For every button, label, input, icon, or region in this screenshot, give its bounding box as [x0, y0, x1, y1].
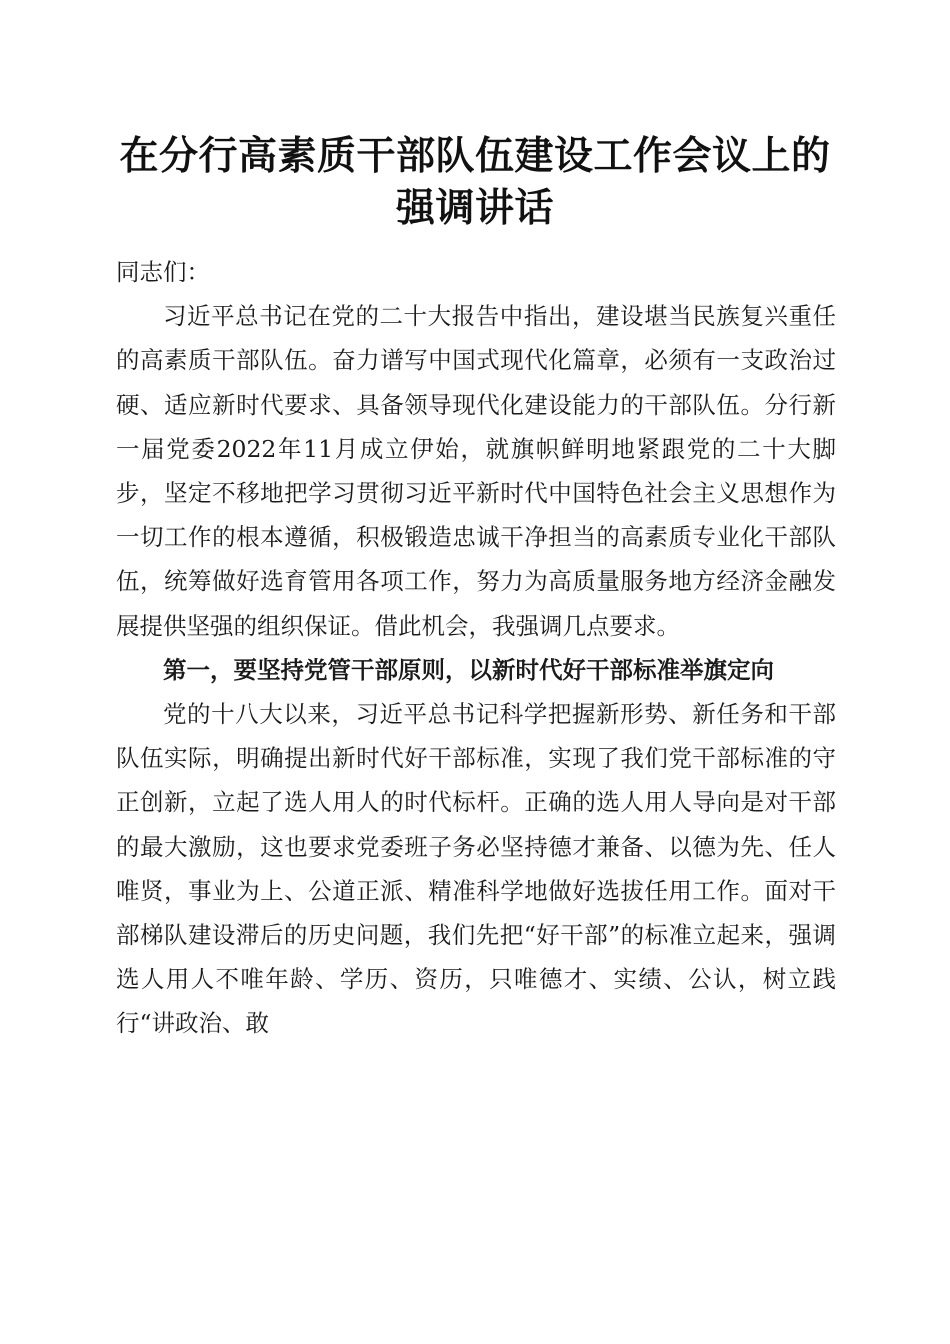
document-title: 在分行高素质干部队伍建设工作会议上的强调讲话	[119, 133, 831, 231]
document-body	[116, 250, 836, 1046]
section-paragraph: 党的十八大以来，习近平总书记科学把握新形势、新任务和干部队伍实际，明确提出新时代好干部标准，实现了我们党干部标准的守正创新，立起了选人用人的时代标杆。正确的选人用人导向是对干部的最大激励，这也要求党委班子务必坚持德才兼备、以德为先、任人唯贤，事业为上、公道正派、精准科学地做好选拔任用工作。面对干部梯队建设滞后的历史问题，我们先把“好干部”的标准立起来，强调选人用人不唯年龄、学历、资历，只唯德才、实绩、公认，树立践行“讲政治、敢	[116, 700, 836, 1038]
salutation: 同志们：	[116, 258, 210, 286]
section-heading: 第一，要坚持党管干部原则，以新时代好干部标准举旗定向	[163, 655, 774, 684]
intro-paragraph: 习近平总书记在党的二十大报告中指出，建设堪当民族复兴重任的高素质干部队伍。奋力谱写中国式现代化篇章，必须有一支政治过硬、适应新时代要求、具备领导现代化建设能力的干部队伍。分行新一届党委2022年11月成立伊始，就旗帜鲜明地紧跟党的二十大脚步，坚定不移地把学习贯彻习近平新时代中国特色社会主义思想作为一切工作的根本遵循，积极锻造忠诚干净担当的高素质专业化干部队伍，统筹做好选育管用各项工作，努力为高质量服务地方经济金融发展提供坚强的组织保证。借此机会，我强调几点要求。	[116, 302, 836, 640]
